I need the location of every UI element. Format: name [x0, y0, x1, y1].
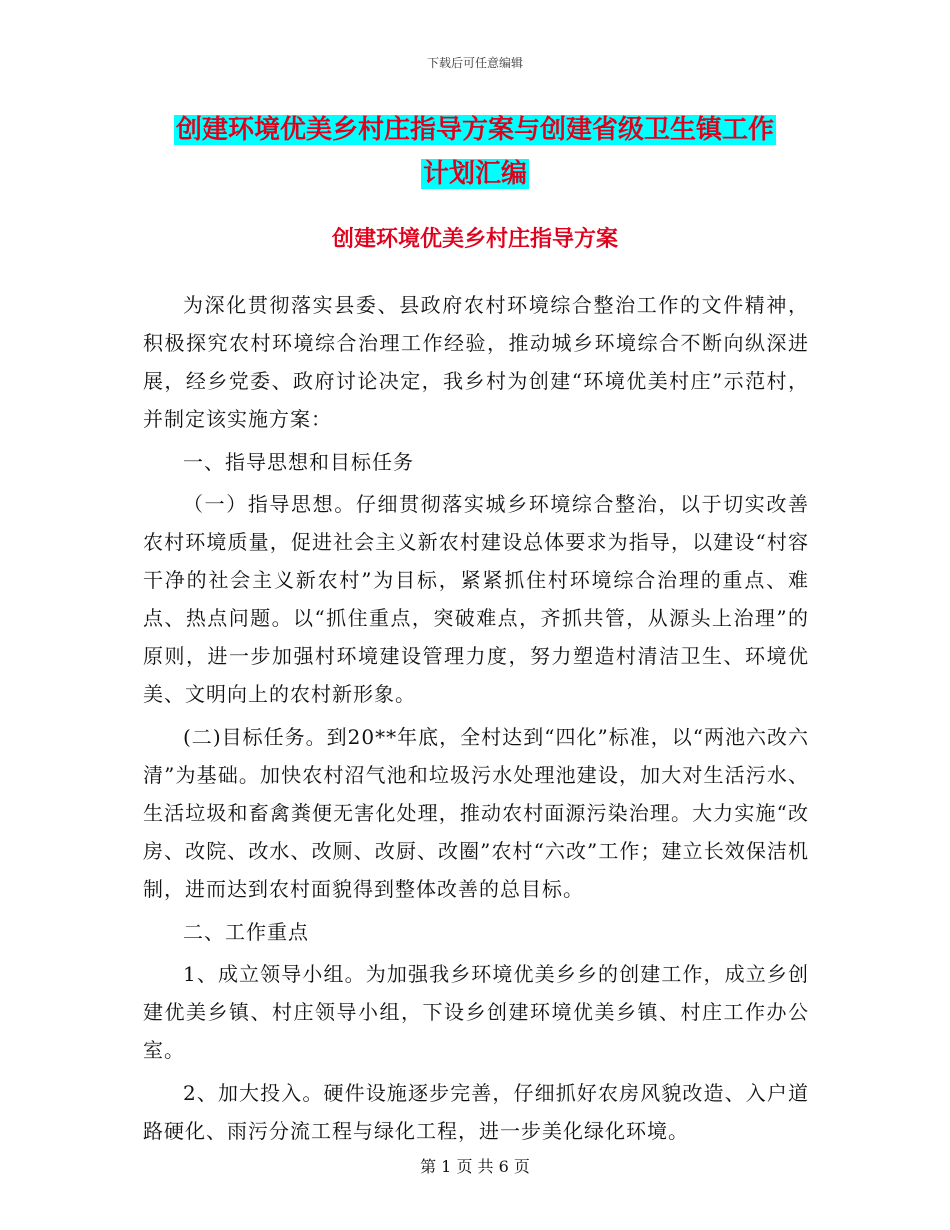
paragraph-leading-group: 1、成立领导小组。为加强我乡环境优美乡乡的创建工作，成立乡创建优美乡镇、村庄领导小组，下设乡创建环境优美乡镇、村庄工作办公室。 [143, 962, 809, 1062]
header-note: 下载后可任意编辑 [426, 56, 523, 70]
paragraph-guiding-thought: （一）指导思想。仔细贯彻落实城乡环境综合整治，以于切实改善农村环境质量，促进社会主义新农村建设总体要求为指导，以建设“村容干净的社会主义新农村”为目标，紧紧抓住村环境综合治理的重点、难点、热点问题。以“抓住重点，突破难点，齐抓共管，从源头上治理”的原则，进一步加强村环境建设管理力度，努力塑造村清洁卫生、环境优美、文明向上的农村新形象。 [143, 492, 809, 706]
document-title [0, 108, 950, 196]
paragraph-investment: 2、加大投入。硬件设施逐步完善，仔细抓好农房风貌改造、入户道路硬化、雨污分流工程与绿化工程，进一步美化绿化环境。 [143, 1081, 809, 1143]
section-title: 创建环境优美乡村庄指导方案 [331, 227, 618, 252]
heading-guiding-thought: 一、指导思想和目标任务 [183, 450, 414, 474]
document-title-line-1: 创建环境优美乡村庄指导方案与创建省级卫生镇工作 [175, 115, 774, 145]
heading-work-focus: 二、工作重点 [183, 920, 309, 944]
page-number: 第 1 页 共 6 页 [420, 1157, 530, 1176]
document-body [143, 286, 809, 1155]
paragraph-target-tasks: (二)目标任务。到20**年底，全村达到“四化”标准，以“两池六改六清”为基础。加快农村沼气池和垃圾污水处理池建设，加大对生活污水、生活垃圾和畜禽粪便无害化处理，推动农村面源污染治理。大力实施“改房、改院、改水、改厕、改厨、改圈”农村“六改”工作；建立长效保洁机制，进而达到农村面貌得到整体改善的总目标。 [143, 725, 809, 901]
document-title-line-2: 计划汇编 [422, 159, 527, 189]
paragraph-intro: 为深化贯彻落实县委、县政府农村环境综合整治工作的文件精神，积极探究农村环境综合治理工作经验，推动城乡环境综合不断向纵深进展，经乡党委、政府讨论决定，我乡村为创建“环境优美村庄”示范村，并制定该实施方案： [143, 293, 809, 431]
